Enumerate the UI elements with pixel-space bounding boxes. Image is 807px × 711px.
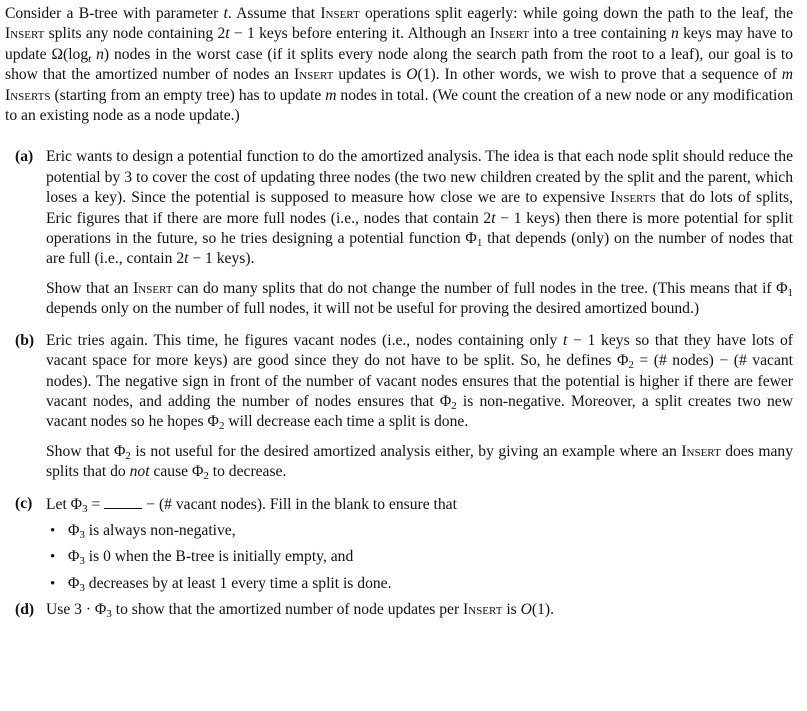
condition-list: [46, 521, 793, 594]
part-c-paragraph: Let $\Phi_3$ = − (# vacant nodes). Fill in the blank to ensure that: [46, 495, 457, 515]
big-o: O: [406, 66, 418, 84]
part-a: [5, 147, 793, 319]
intro-text: (1). In other words, we wish to prove that a sequence of: [417, 66, 782, 84]
part-b-paragraph-2: Show that $\Phi_2$ is not useful for the desired amortized analysis either, by giving an example where an Insert does many splits that do not cause $\Phi_2$ to decrease.: [46, 442, 794, 483]
intro-text: − 1 keys before entering it. Although an: [229, 25, 490, 43]
intro-text: operations split eagerly: while going down the path to the leaf, the: [359, 5, 793, 22]
list-item: • $\Phi_3$ is 0 when the B-tree is initially empty, and: [68, 547, 793, 567]
var-m: m: [325, 86, 337, 104]
part-label: (c): [15, 494, 33, 512]
var-m: m: [781, 66, 793, 84]
insert-term: Insert: [681, 442, 721, 460]
insert-term: Insert: [133, 279, 173, 297]
intro-paragraph: [5, 4, 793, 126]
insert-term: Insert: [5, 25, 45, 43]
fill-in-blank: [104, 494, 142, 509]
list-item: • $\Phi_3$ is always non-negative,: [68, 521, 793, 541]
big-o: O: [520, 601, 532, 619]
part-c: [5, 494, 793, 595]
inserts-term: Inserts: [5, 86, 51, 104]
var-t: t: [184, 250, 189, 268]
intro-text: (starting from an empty tree) has to update: [50, 86, 326, 104]
list-item: • $\Phi_3$ decreases by at least 1 every time a split is done.: [68, 574, 793, 594]
intro-text: into a tree containing: [529, 25, 671, 43]
part-b-paragraph-1: Eric tries again. This time, he figures vacant nodes (i.e., nodes containing only t − 1 keys so that they have lots of vacant space for more keys) are good since they do not have to be split. So, he defines $\Phi_2$ = (# nodes) − (# vacant nodes). The negative sign in front of the number of vacant nodes ensures that the potential is higher if there are fewer vacant nodes, and adding the number of nodes ensures that $\Phi_2$ is non-negative. Moreover, a split creates two new vacant nodes so he hopes $\Phi_2$ will decrease each time a split is done.: [46, 331, 793, 433]
intro-text: splits any node containing 2: [44, 25, 226, 43]
part-label: (b): [15, 331, 35, 349]
part-label: (d): [15, 601, 35, 619]
insert-term: Insert: [294, 66, 334, 84]
insert-term: Insert: [489, 25, 530, 43]
intro-text: Consider a B-tree with parameter: [5, 5, 224, 22]
part-a-paragraph-2: Show that an Insert can do many splits that do not change the number of full nodes in the tree. (This means that if $\Phi_1$ depends only on the number of full nodes, it will not be useful for proving the desired amortized bound.): [46, 279, 793, 318]
insert-term: Insert: [320, 5, 360, 22]
inserts-term: Inserts: [610, 189, 656, 207]
part-label: (a): [15, 148, 34, 166]
part-d-paragraph: Use $3 \cdot \Phi_3$ to show that the amortized number of node updates per Insert is O(1).: [46, 601, 554, 621]
var-t: t: [223, 5, 228, 22]
var-n: n: [96, 45, 104, 63]
insert-term: Insert: [463, 601, 503, 619]
var-n: n: [670, 25, 679, 43]
var-t: t: [562, 331, 568, 349]
intro-text: keys may have to update Ω(log: [5, 25, 793, 63]
emphasis-not: not: [129, 463, 150, 481]
part-a-paragraph-1: Eric wants to design a potential function to do the amortized analysis. The idea is that each node split should reduce the potential by 3 to cover the cost of updating three nodes (the two new children created by the split and the parent, which loses a key). Since the potential is supposed to measure how close we are to expensive Inserts that do lots of splits, Eric figures that if there are more full nodes (i.e., nodes that contain 2t − 1 keys) then there is more potential for split operations in the future, so he tries designing a potential function $\Phi_1$ that depends (only) on the number of nodes that are full (i.e., contain 2t − 1 keys).: [46, 148, 793, 268]
var-t-subscript: t: [88, 52, 92, 65]
intro-text: ) nodes in the worst case (if it splits every node along the search path from the root to a leaf), our goal is to show that the amortized number of nodes an: [5, 45, 794, 84]
var-t: t: [491, 209, 496, 227]
part-b: [5, 331, 793, 483]
intro-text: nodes in total. (We count the creation of a new node or any modification to an existing node as a node update.): [5, 86, 793, 125]
part-d: [5, 600, 793, 620]
intro-text: . Assume that: [227, 5, 321, 22]
var-t: t: [225, 25, 230, 43]
intro-text: updates is: [333, 66, 407, 84]
